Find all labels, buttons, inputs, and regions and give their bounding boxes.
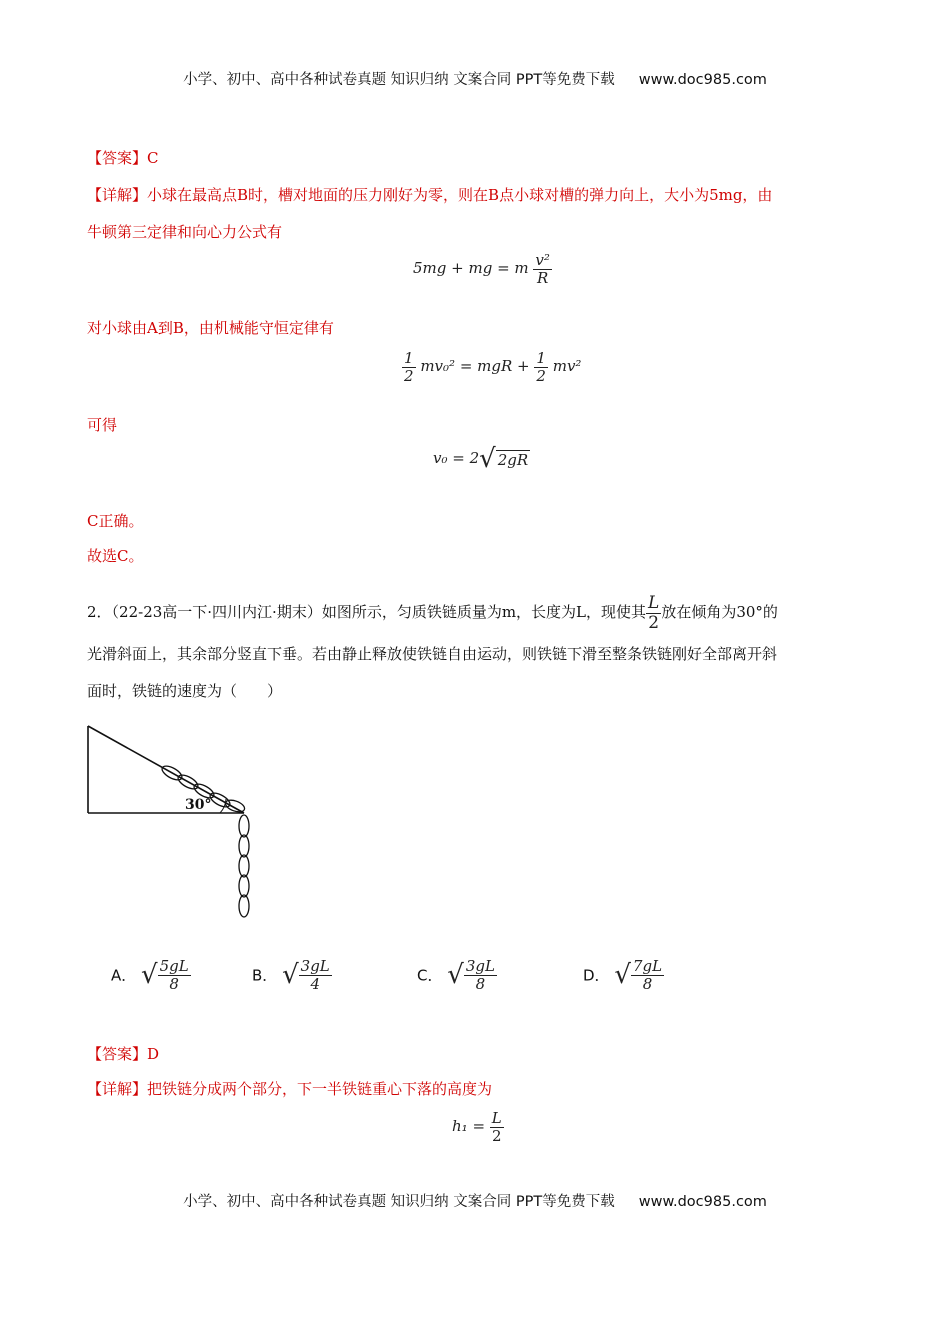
q2-line1 <box>87 594 778 632</box>
q1-detail-line2: 牛顿第三定律和向心力公式有 <box>87 223 283 241</box>
page-footer <box>0 1190 950 1211</box>
option-b-den: 4 <box>310 974 320 993</box>
q2-frac-num: L <box>648 593 660 613</box>
eq2-half-2-den: 2 <box>536 366 546 385</box>
q1-answer <box>87 147 159 168</box>
eq3-rad: 2gR <box>497 450 529 469</box>
q1-detail-text1: 小球在最高点B时，槽对地面的压力刚好为零，则在B点小球对槽的弹力向上，大小为5mg，由 <box>147 186 773 204</box>
eq2-half-2 <box>534 350 548 384</box>
q1-detail-line1 <box>87 184 772 205</box>
q2-answer-value: D <box>147 1045 160 1063</box>
option-c-den: 8 <box>475 974 486 993</box>
option-d-num: 7gL <box>632 957 663 975</box>
eq2-half-1 <box>402 350 416 384</box>
eq2-a: mv₀² = mgR + <box>420 357 530 375</box>
eq1-num: v² <box>535 251 550 269</box>
option-b-sqrt: √ $\frac{3gL}{4}$ <box>282 957 330 993</box>
q2-line3: 面时，铁链的速度为（ ） <box>87 682 283 700</box>
option-b-frac <box>299 958 332 992</box>
option-d-frac <box>631 958 664 992</box>
q1-c-correct: C正确。 <box>87 512 144 530</box>
q2-line1b: 放在倾角为30°的 <box>661 603 778 622</box>
q2-line1a: （22-23高一下·四川内江·期末）如图所示，匀质铁链质量为m，长度为L，现使其 <box>111 603 647 622</box>
option-a-label: A． <box>111 966 137 985</box>
eq2-b: mv² <box>552 357 582 375</box>
header-text: 小学、初中、高中各种试卷真题 知识归纳 文案合同 PPT等免费下载 <box>183 72 615 88</box>
q1-text-a-to-b: 对小球由A到B，由机械能守恒定律有 <box>87 319 334 337</box>
option-d-label: D． <box>583 966 610 985</box>
option-a-den: 8 <box>169 974 179 993</box>
q2-diagram <box>80 720 280 930</box>
option-a-frac <box>158 958 191 992</box>
option-b-label: B． <box>252 966 278 985</box>
option-c[interactable] <box>417 958 497 992</box>
q1-equation-1 <box>413 252 552 286</box>
angle-label: 30° <box>185 797 212 813</box>
q1-answer-value: C <box>147 149 159 167</box>
q1-choose: 故选C。 <box>87 547 144 565</box>
q2-detail-tag: 【详解】 <box>87 1080 148 1098</box>
option-d-sqrt: √ $\frac{7gL}{8}$ <box>614 957 663 993</box>
eq2-half-1-num: 1 <box>404 349 414 367</box>
q2-eq-left: h₁ = <box>452 1117 486 1135</box>
option-c-num: 3gL <box>465 957 495 975</box>
option-b[interactable] <box>252 958 332 992</box>
incline-triangle <box>88 726 244 813</box>
option-a[interactable] <box>111 958 191 992</box>
eq3-sqrt: √ 2gR <box>479 444 529 474</box>
q2-line2: 光滑斜面上，其余部分竖直下垂。若由静止释放使铁链自由运动，则铁链下滑至整条铁链刚好全部离开斜 <box>87 645 778 663</box>
footer-text: 小学、初中、高中各种试卷真题 知识归纳 文案合同 PPT等免费下载 <box>183 1194 615 1210</box>
option-b-num: 3gL <box>300 957 330 975</box>
q2-eq-num: L <box>491 1109 502 1127</box>
q1-equation-3 <box>433 444 530 474</box>
q1-text-kede: 可得 <box>87 416 118 434</box>
eq3-left: v₀ = 2 <box>433 449 480 467</box>
option-d[interactable] <box>583 958 664 992</box>
q1-equation-2 <box>402 350 581 384</box>
page-header <box>0 68 950 89</box>
q2-eq-fraction <box>490 1110 504 1144</box>
header-site: www.doc985.com <box>638 72 767 88</box>
q2-number: 2． <box>87 603 112 622</box>
option-d-den: 8 <box>642 974 653 993</box>
option-c-sqrt: √ $\frac{3gL}{8}$ <box>447 957 495 993</box>
q1-detail-tag: 【详解】 <box>87 186 148 204</box>
q2-detail-text: 把铁链分成两个部分，下一半铁链重心下落的高度为 <box>147 1080 493 1098</box>
option-a-sqrt: √ $\frac{5gL}{8}$ <box>141 957 189 993</box>
q2-answer-tag: 【答案】 <box>87 1045 148 1063</box>
q2-eq-den: 2 <box>492 1126 502 1145</box>
q1-answer-tag: 【答案】 <box>87 149 148 167</box>
chain-hanging <box>239 815 249 917</box>
q2-detail <box>87 1078 492 1099</box>
eq1-fraction <box>533 252 552 286</box>
eq2-half-2-num: 1 <box>536 349 546 367</box>
q2-equation-h1 <box>452 1110 504 1144</box>
q2-answer <box>87 1043 159 1064</box>
eq1-left: 5mg + mg = m <box>413 259 529 277</box>
footer-site: www.doc985.com <box>638 1194 767 1210</box>
q2-frac-den: 2 <box>648 612 660 633</box>
q2-half-fraction <box>646 594 661 632</box>
eq1-den: R <box>537 268 549 287</box>
eq2-half-1-den: 2 <box>404 366 414 385</box>
option-a-num: 5gL <box>159 957 189 975</box>
option-c-frac <box>464 958 497 992</box>
option-c-label: C． <box>417 966 443 985</box>
